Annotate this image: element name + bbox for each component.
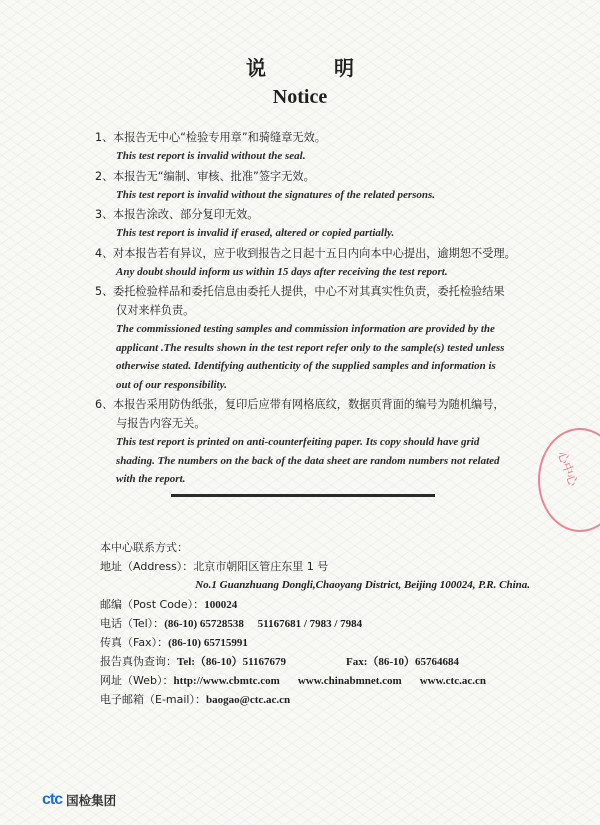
notice-text-cn — [95, 301, 540, 320]
web-line — [100, 671, 540, 690]
notice-item — [95, 282, 540, 394]
notice-text-cn-line: 本报告采用防伪纸张，复印后应带有网格底纹，数据页背面的编号为随机编号， — [113, 398, 505, 411]
web-link-2[interactable]: www.chinabmnet.com — [297, 675, 402, 687]
email-line — [100, 690, 540, 709]
notice-text-cn — [95, 128, 540, 147]
notice-text-en: This test report is printed on anti-counterfeiting paper. Its copy should have grid — [116, 436, 480, 448]
contact-block — [100, 538, 540, 709]
notice-number: 1、 — [95, 131, 114, 144]
notice-text-cn-line: 对本报告若有异议，应于收到报告之日起十五日内向本中心提出，逾期恕不受理。 — [113, 246, 516, 260]
notice-text-en: otherwise stated. Identifying authenticity of the supplied samples and information is — [116, 360, 496, 372]
inquiry-line — [100, 652, 540, 671]
contact-heading: 本中心联系方式： — [100, 541, 188, 554]
seal-stamp-text: 心中心 — [554, 449, 581, 488]
address-en: No.1 Guanzhuang Dongli,Chaoyang District, Beijing 100024, P.R. China. — [195, 579, 530, 591]
notice-text-en: shading. The numbers on the back of the data sheet are random numbers not related — [116, 454, 500, 467]
notice-number: 6、 — [95, 398, 114, 411]
ctc-logo-mark: ctc — [42, 791, 63, 808]
notice-text-cn — [95, 244, 540, 263]
notice-item — [95, 128, 540, 166]
address-line — [100, 557, 540, 576]
fax-value: (86-10) 65715991 — [168, 637, 248, 649]
ctc-logo — [42, 791, 116, 809]
address-cn: 北京市朝阳区管庄东里 1 号 — [193, 560, 329, 573]
notice-text-cn — [95, 414, 540, 433]
notice-text-cn-line: 本报告无中心“检验专用章”和骑缝章无效。 — [113, 131, 326, 144]
notice-text-en: This test report is invalid without the signatures of the related persons. — [116, 188, 436, 201]
notice-number: 5、 — [95, 285, 114, 298]
email-label: 电子邮箱（E-mail）： — [100, 693, 206, 706]
notice-text-cn — [95, 395, 540, 414]
email-link[interactable]: baogao@ctc.ac.cn — [206, 694, 291, 706]
notice-text-cn-line: 本报告涂改、部分复印无效。 — [113, 208, 259, 221]
tel-label: 电话（Tel）： — [100, 617, 165, 630]
ctc-logo-text: 国检集团 — [66, 793, 117, 808]
tel-value: (86-10) 65728538 51167681 / 7983 / 7984 — [164, 618, 363, 630]
notice-text-en: Any doubt should inform us within 15 days after receiving the test report. — [116, 265, 448, 278]
notice-text-en: This test report is invalid without the seal. — [116, 150, 306, 162]
notice-list — [95, 128, 540, 490]
notice-number: 2、 — [95, 169, 114, 183]
inquiry-tel: Tel:（86-10）51167679 — [177, 656, 286, 668]
notice-text-cn — [95, 205, 540, 224]
inquiry-label: 报告真伪查询： — [100, 655, 177, 668]
seal-stamp — [538, 428, 600, 532]
postcode-label: 邮编（Post Code）： — [100, 598, 205, 611]
notice-text-en: applicant .The results shown in the test report refer only to the sample(s) tested unless — [116, 341, 505, 354]
notice-number: 3、 — [95, 208, 114, 221]
notice-text-cn-line: 委托检验样品和委托信息由委托人提供，中心不对其真实性负责，委托检验结果 — [113, 285, 505, 298]
address-label: 地址（Address）： — [100, 560, 194, 573]
notice-text-cn-line: 与报告内容无关。 — [116, 417, 206, 430]
notice-text-cn — [95, 167, 540, 186]
divider-line — [171, 494, 435, 497]
notice-text-en: The commissioned testing samples and commission information are provided by the — [116, 323, 495, 335]
notice-item — [95, 395, 540, 489]
notice-text-en: This test report is invalid if erased, altered or copied partially. — [116, 227, 395, 239]
notice-text-en: with the report. — [116, 473, 186, 485]
inquiry-fax: Fax:（86-10）65764684 — [346, 656, 460, 668]
fax-label: 传真（Fax）： — [100, 636, 169, 649]
notice-item — [95, 167, 540, 205]
web-label: 网址（Web）： — [100, 674, 174, 687]
notice-item — [95, 205, 540, 243]
postcode-value: 100024 — [204, 599, 238, 611]
notice-item — [95, 244, 540, 282]
title-english: Notice — [272, 86, 328, 108]
notice-text-cn — [95, 282, 540, 301]
tel-line — [100, 614, 540, 633]
web-link-3[interactable]: www.ctc.ac.cn — [419, 675, 486, 687]
notice-text-cn-line: 仅对来样负责。 — [116, 304, 195, 317]
notice-text-en: out of our responsibility. — [116, 378, 227, 391]
title-chinese: 说 明 — [246, 56, 378, 80]
notice-text-cn-line: 本报告无“编制、审核、批准”签字无效。 — [113, 169, 315, 183]
postcode-line — [100, 595, 540, 614]
notice-number: 4、 — [95, 246, 114, 260]
web-link-1[interactable]: http://www.cbmtc.com — [173, 675, 280, 687]
fax-line — [100, 633, 540, 652]
